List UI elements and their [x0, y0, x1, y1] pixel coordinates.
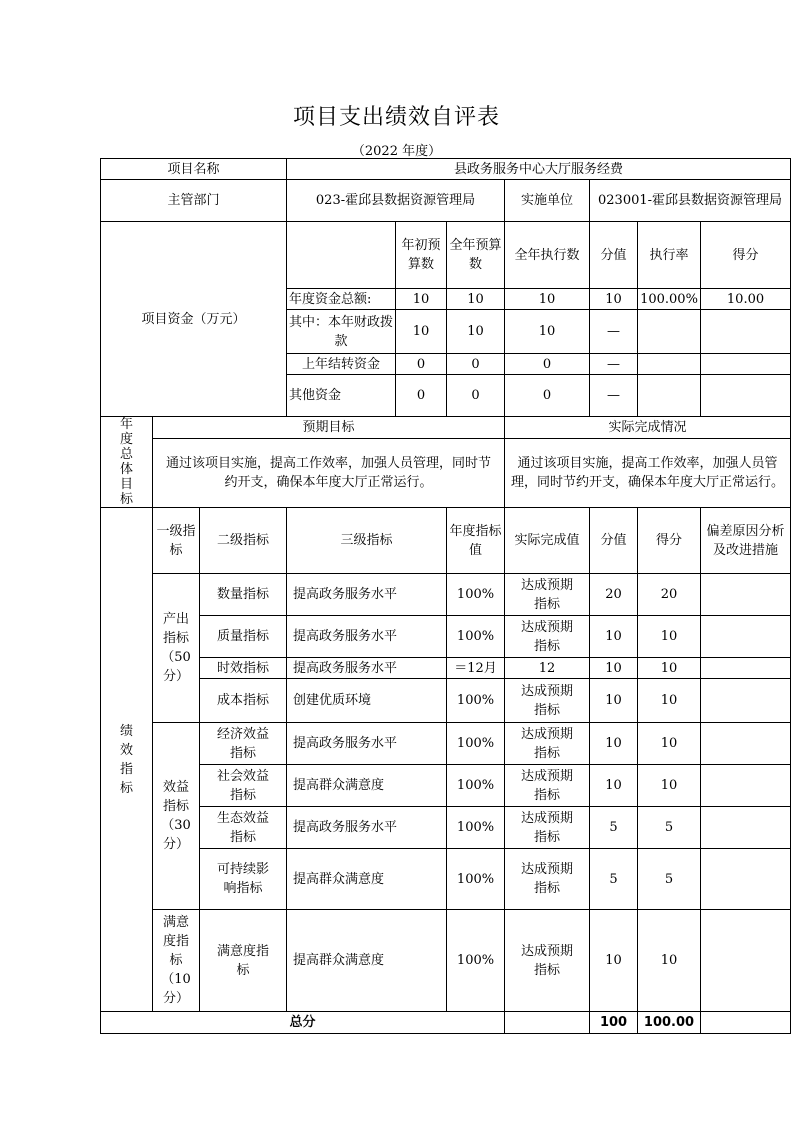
- ind-note: [701, 910, 791, 1012]
- ind-weight: 10: [590, 910, 638, 1012]
- funds-header: 得分: [701, 222, 791, 289]
- funds-score: [701, 375, 791, 417]
- funds-v1: 0: [396, 375, 447, 417]
- total-score: 100.00: [638, 1012, 701, 1034]
- funds-rate: 100.00%: [638, 289, 701, 310]
- funds-v1: 10: [396, 289, 447, 310]
- ind-level3: 提高政务服务水平: [287, 574, 447, 616]
- funds-header: 全年预算数: [447, 222, 505, 289]
- ind-level2: 时效指标: [200, 658, 287, 679]
- ind-score: 10: [638, 658, 701, 679]
- ind-level3: 提高政务服务水平: [287, 723, 447, 765]
- ind-actual: 达成预期指标: [505, 807, 590, 849]
- funds-weight: 10: [590, 289, 638, 310]
- ind-level2: 数量指标: [200, 574, 287, 616]
- ind-note: [701, 723, 791, 765]
- ind-level2: 质量指标: [200, 616, 287, 658]
- ind-level2: 社会效益指标: [200, 765, 287, 807]
- funds-v2: 0: [447, 375, 505, 417]
- ind-target: 100%: [447, 910, 505, 1012]
- total-blank: [505, 1012, 590, 1034]
- ind-score: 10: [638, 765, 701, 807]
- ind-level3: 提高政务服务水平: [287, 616, 447, 658]
- funds-header: 分值: [590, 222, 638, 289]
- ind-weight: 5: [590, 849, 638, 910]
- goals-actual-header: 实际完成情况: [505, 417, 791, 439]
- ind-target: 100%: [447, 616, 505, 658]
- ind-note: [701, 679, 791, 723]
- ind-level2: 生态效益指标: [200, 807, 287, 849]
- funds-row-label: 年度资金总额:: [287, 289, 396, 310]
- ind-target: 100%: [447, 574, 505, 616]
- performance-table: [100, 158, 791, 1034]
- ind-level1: 产出指标（50分）: [153, 574, 200, 723]
- ind-level3: 创建优质环境: [287, 679, 447, 723]
- funds-v3: 0: [505, 375, 590, 417]
- ind-level1: 效益指标（30分）: [153, 723, 200, 910]
- ind-weight: 10: [590, 679, 638, 723]
- page-subtitle: （2022 年度）: [351, 144, 442, 159]
- funds-v1: 10: [396, 310, 447, 354]
- ind-level1: 满意度指标（10分）: [153, 910, 200, 1012]
- ind-weight: 10: [590, 658, 638, 679]
- funds-v2: 10: [447, 310, 505, 354]
- funds-weight: —: [590, 310, 638, 354]
- ind-header: 二级指标: [200, 508, 287, 574]
- funds-rate: [638, 375, 701, 417]
- ind-score: 10: [638, 616, 701, 658]
- ind-actual: 达成预期指标: [505, 849, 590, 910]
- impl-value: 023001-霍邱县数据资源管理局: [590, 180, 791, 222]
- funds-header: 年初预算数: [396, 222, 447, 289]
- ind-target: 100%: [447, 849, 505, 910]
- ind-score: 5: [638, 807, 701, 849]
- funds-rate: [638, 354, 701, 375]
- funds-weight: —: [590, 354, 638, 375]
- goals-expected-header: 预期目标: [153, 417, 505, 439]
- ind-level3: 提高政务服务水平: [287, 658, 447, 679]
- funds-v2: 10: [447, 289, 505, 310]
- impl-label: 实施单位: [505, 180, 590, 222]
- funds-header: 执行率: [638, 222, 701, 289]
- ind-note: [701, 574, 791, 616]
- page-title: 项目支出绩效自评表: [292, 105, 500, 130]
- ind-score: 10: [638, 723, 701, 765]
- ind-header: 分值: [590, 508, 638, 574]
- ind-target: 100%: [447, 679, 505, 723]
- ind-note: [701, 849, 791, 910]
- funds-weight: —: [590, 375, 638, 417]
- ind-actual: 达成预期指标: [505, 574, 590, 616]
- ind-header: 年度指标值: [447, 508, 505, 574]
- total-label: 总分: [101, 1012, 505, 1034]
- ind-actual: 达成预期指标: [505, 723, 590, 765]
- ind-target: 100%: [447, 723, 505, 765]
- funds-score: 10.00: [701, 289, 791, 310]
- dept-label: 主管部门: [101, 180, 287, 222]
- ind-note: [701, 658, 791, 679]
- ind-actual: 达成预期指标: [505, 910, 590, 1012]
- funds-row-label: 其中：本年财政拨款: [287, 310, 396, 354]
- project-name-label: 项目名称: [101, 159, 287, 180]
- ind-weight: 10: [590, 723, 638, 765]
- ind-header: 一级指标: [153, 508, 200, 574]
- ind-score: 10: [638, 679, 701, 723]
- ind-level3: 提高群众满意度: [287, 849, 447, 910]
- funds-v3: 10: [505, 310, 590, 354]
- ind-header: 三级指标: [287, 508, 447, 574]
- funds-v2: 0: [447, 354, 505, 375]
- ind-level2: 满意度指标: [200, 910, 287, 1012]
- ind-score: 5: [638, 849, 701, 910]
- ind-header: 得分: [638, 508, 701, 574]
- total-weight: 100: [590, 1012, 638, 1034]
- funds-rate: [638, 310, 701, 354]
- ind-weight: 10: [590, 616, 638, 658]
- ind-actual: 达成预期指标: [505, 616, 590, 658]
- ind-weight: 5: [590, 807, 638, 849]
- ind-score: 10: [638, 910, 701, 1012]
- funds-label: 项目资金（万元）: [101, 222, 287, 417]
- funds-header-blank: [287, 222, 396, 289]
- goals-side-label: 年度总体目标: [101, 417, 153, 508]
- ind-level3: 提高政务服务水平: [287, 807, 447, 849]
- goals-expected-text: 通过该项目实施，提高工作效率，加强人员管理，同时节约开支，确保本年度大厅正常运行。: [153, 438, 505, 507]
- ind-target: ＝12月: [447, 658, 505, 679]
- ind-level2: 经济效益指标: [200, 723, 287, 765]
- funds-v3: 10: [505, 289, 590, 310]
- ind-actual: 达成预期指标: [505, 765, 590, 807]
- funds-header: 全年执行数: [505, 222, 590, 289]
- dept-value: 023-霍邱县数据资源管理局: [287, 180, 505, 222]
- ind-actual: 达成预期指标: [505, 679, 590, 723]
- indicators-side-label: 绩效指标: [101, 508, 153, 1012]
- ind-actual: 12: [505, 658, 590, 679]
- ind-target: 100%: [447, 807, 505, 849]
- ind-header: 偏差原因分析及改进措施: [701, 508, 791, 574]
- ind-note: [701, 807, 791, 849]
- ind-level2: 成本指标: [200, 679, 287, 723]
- ind-level3: 提高群众满意度: [287, 765, 447, 807]
- goals-actual-text: 通过该项目实施，提高工作效率，加强人员管理，同时节约开支，确保本年度大厅正常运行。: [505, 438, 791, 507]
- funds-row-label: 其他资金: [287, 375, 396, 417]
- ind-header: 实际完成值: [505, 508, 590, 574]
- funds-score: [701, 354, 791, 375]
- funds-row-label: 上年结转资金: [287, 354, 396, 375]
- ind-level3: 提高群众满意度: [287, 910, 447, 1012]
- funds-v3: 0: [505, 354, 590, 375]
- ind-weight: 20: [590, 574, 638, 616]
- ind-score: 20: [638, 574, 701, 616]
- ind-target: 100%: [447, 765, 505, 807]
- funds-v1: 0: [396, 354, 447, 375]
- ind-note: [701, 765, 791, 807]
- total-note: [701, 1012, 791, 1034]
- ind-note: [701, 616, 791, 658]
- project-name-value: 县政务服务中心大厅服务经费: [287, 159, 791, 180]
- ind-level2: 可持续影响指标: [200, 849, 287, 910]
- ind-weight: 10: [590, 765, 638, 807]
- funds-score: [701, 310, 791, 354]
